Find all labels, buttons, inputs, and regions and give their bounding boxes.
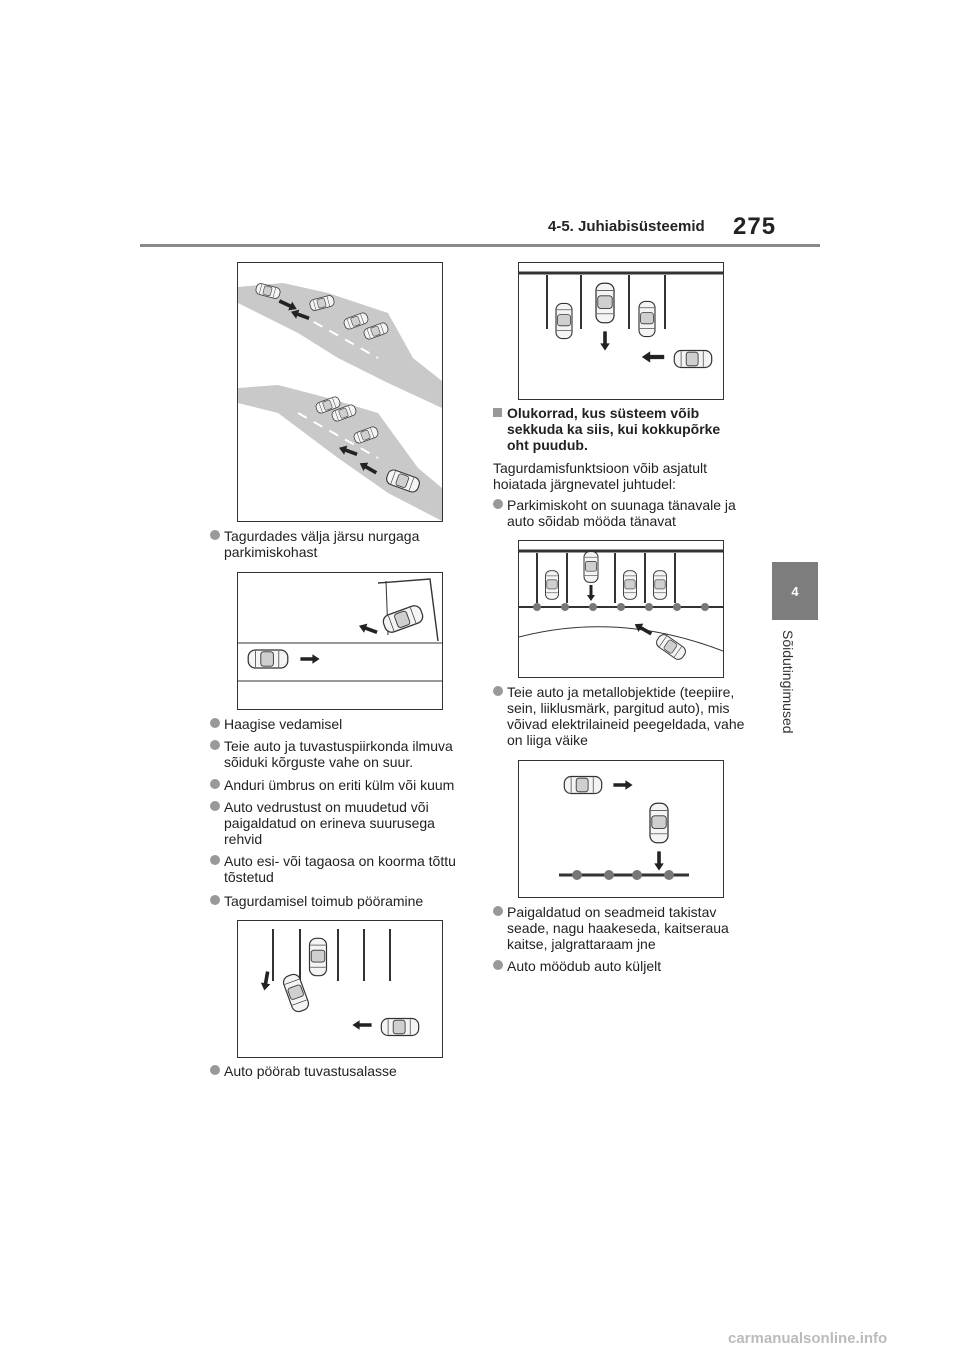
- figure-angled-parking: [237, 262, 443, 522]
- section-title: 4-5. Juhiabisüsteemid: [548, 218, 705, 235]
- watermark: carmanualsonline.info: [728, 1330, 888, 1347]
- figure-street-parking: [518, 540, 724, 678]
- chapter-number: 4: [791, 583, 799, 599]
- figure-barrier: [518, 760, 724, 898]
- intro-paragraph: Tagurdamisfunktsioon võib asjatult hoiatada järgnevatel juhtudel:: [493, 460, 708, 492]
- bullet-dot: [210, 1065, 220, 1075]
- bullet-dot: [210, 718, 220, 728]
- bullet-dot: [493, 906, 503, 916]
- figure-trailer: [237, 572, 443, 710]
- figure-parking-lot: [518, 262, 724, 400]
- bullet-dot: [493, 686, 503, 696]
- chapter-label: Sõidutingimused: [780, 630, 796, 734]
- header-rule: [140, 244, 820, 247]
- figure-turning: [237, 920, 443, 1058]
- bullet-dot: [210, 855, 220, 865]
- bullet-dot: [210, 740, 220, 750]
- bullet-dot: [210, 779, 220, 789]
- bullet-dot: [210, 895, 220, 905]
- bullet-dot: [493, 499, 503, 509]
- bullet-dot: [210, 801, 220, 811]
- heading-square-icon: [493, 408, 502, 417]
- chapter-tab: [772, 562, 818, 620]
- page-number: 275: [733, 213, 777, 240]
- bullet-dot: [493, 960, 503, 970]
- bullet-dot: [210, 530, 220, 540]
